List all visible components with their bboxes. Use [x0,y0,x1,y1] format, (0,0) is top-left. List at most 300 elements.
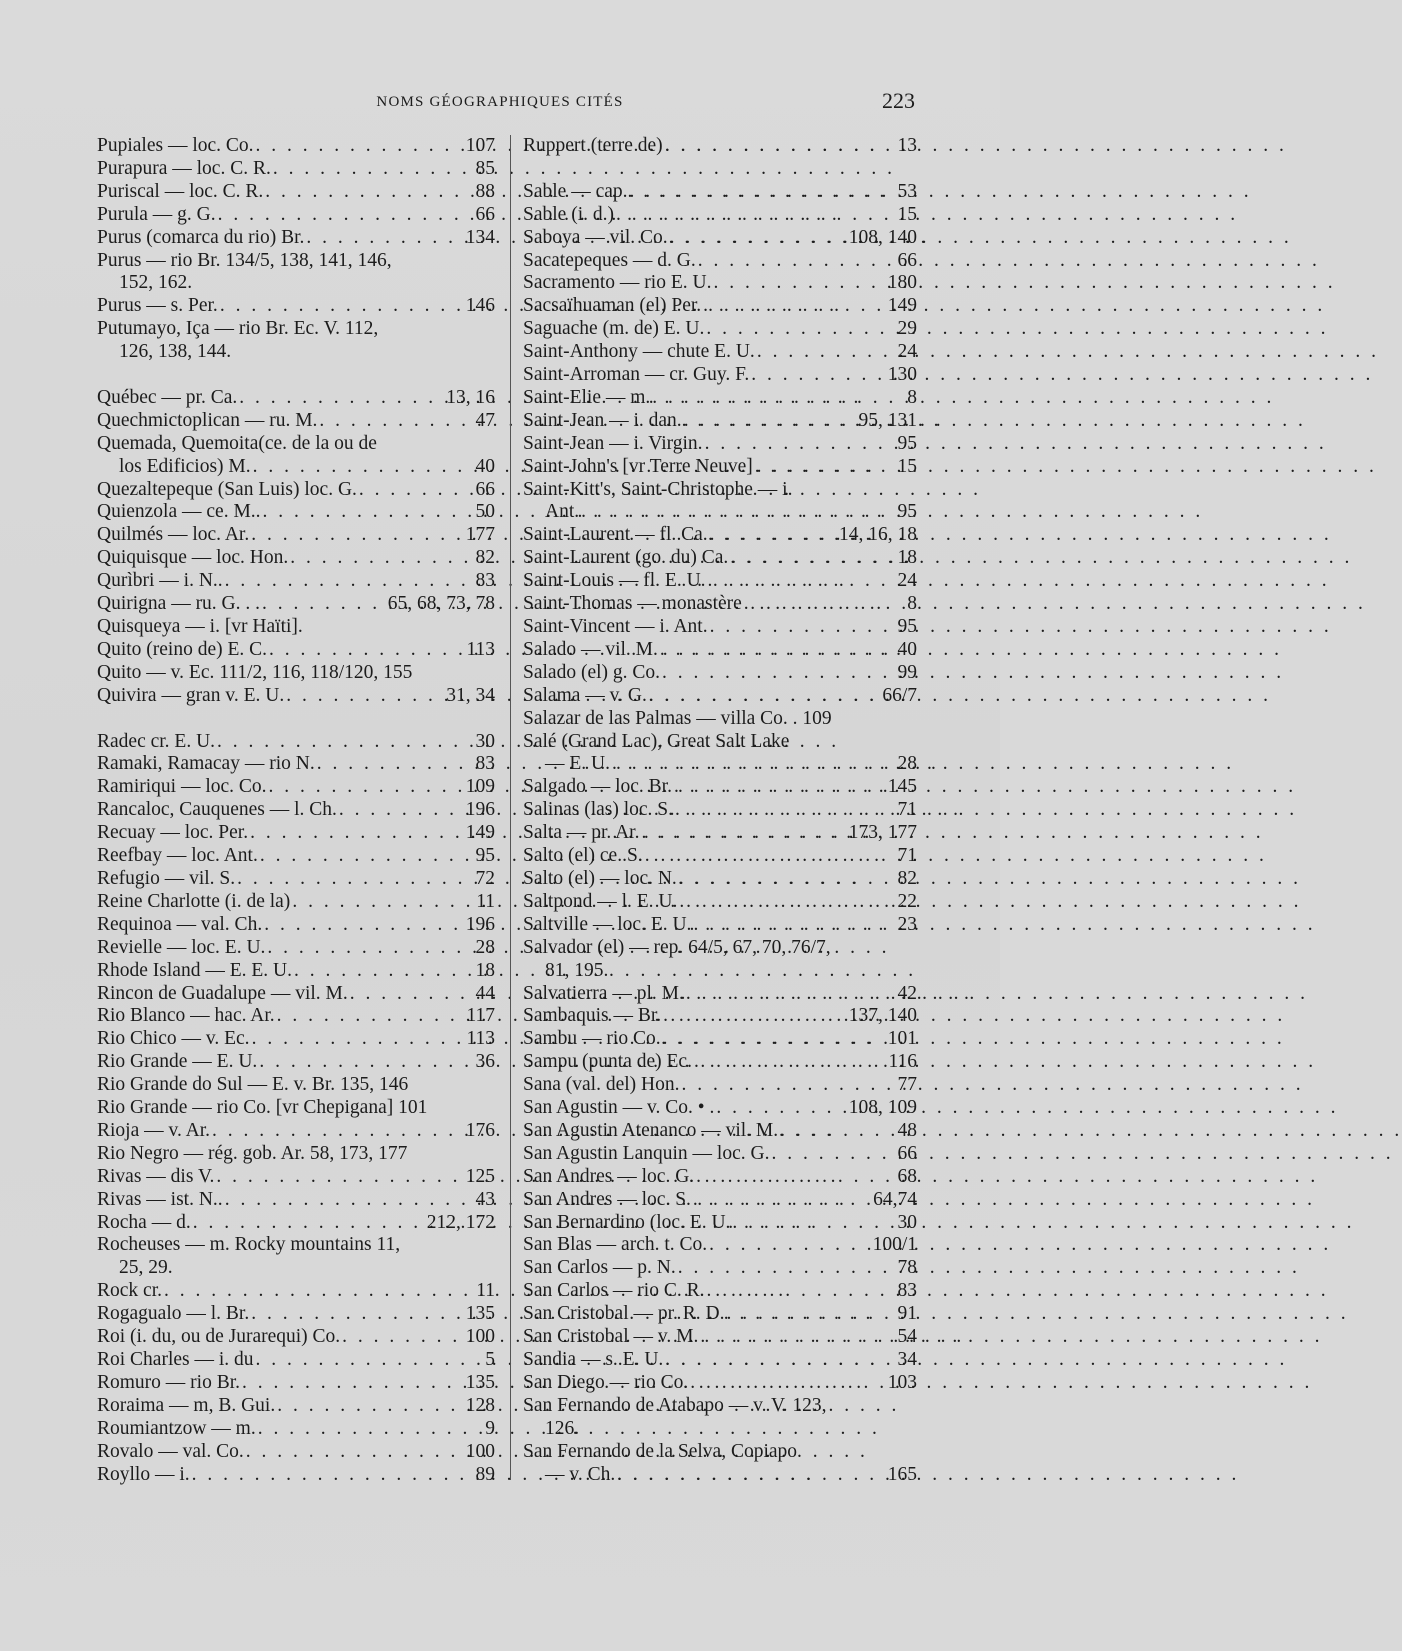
entry-term: Qurìbri — i. N.. [97,570,223,592]
dot-leader [742,593,907,616]
index-entry [523,891,917,914]
index-entry [97,570,495,593]
index-entry [97,1189,495,1212]
dot-leader [190,1464,476,1487]
entry-pages: 134 [465,226,495,248]
entry-term: Sambaquis — Br. [523,1005,662,1027]
dot-leader [288,547,475,570]
index-entry [97,845,495,868]
index-entry [523,776,917,799]
entry-term: — v. Ch. [545,1463,616,1485]
index-entry [523,1051,917,1074]
entry-pages: 5 [485,1349,495,1370]
entry-pages: 9 [485,1417,495,1439]
index-entry [523,708,917,731]
index-entry [97,135,495,158]
dot-leader [248,822,466,845]
entry-pages: 28 [475,936,495,958]
dot-leader [650,387,907,410]
index-entry [97,479,495,502]
entry-term: Sable — cap. [523,180,628,202]
index-entry [97,1143,495,1166]
dot-leader [223,570,476,593]
dot-leader [244,1441,466,1464]
entry-term: Salto (el) ce. S. [523,845,643,867]
entry-term: Roi Charles — i. du [97,1349,254,1370]
index-entry [97,1280,495,1303]
entry-term: Ramaki, Ramacay — rio N. [97,753,315,775]
dot-leader [257,1051,475,1074]
entry-pages: 30 [475,730,495,752]
entry-term: Rivas — ist. N.. [97,1188,223,1210]
dot-leader [210,1120,466,1143]
entry-pages: 101 [887,1028,917,1050]
entry-pages: 137, 140 [848,1005,917,1027]
index-entry [523,524,917,547]
entry-pages: 8 [907,593,917,615]
index-entry [97,1074,495,1097]
index-entry [523,501,917,524]
entry-pages: 83 [475,570,495,592]
entry-pages: 54 [897,1326,917,1348]
dot-leader [214,1166,465,1189]
entry-term: Saguache (m. de) E. U. [523,318,705,340]
entry-term: Rocheuses — m. Rocky mountains 11, [97,1234,401,1256]
entry-pages: 212, 172 [426,1211,495,1233]
dot-leader [263,181,475,204]
entry-term: Purapura — loc. C. R. [97,157,271,179]
index-entry [523,983,917,1006]
dot-leader [260,593,388,616]
entry-term: Salvador (el) — rep. 64/5, 67, 70, 76/7, [523,936,831,958]
entry-term: Rincon de Guadalupe — vil. M. [97,982,348,1004]
index-entry [523,410,917,433]
entry-term: Quezaltepeque (San Luis) loc. G. [97,478,357,500]
index-entry [97,822,495,845]
entry-term: Puriscal — loc. C. R. [97,180,264,202]
index-entry [523,593,917,616]
index-entry [523,204,917,227]
entry-term: Salta — pr. Ar. [523,822,640,844]
dot-leader [692,1051,889,1074]
entry-pages: 108, 140 [848,226,917,248]
entry-term: Saint-Jean — i. Virgin. [523,432,703,454]
entry-pages: 47 [475,409,495,431]
index-entry [97,1349,495,1372]
entry-term: Recuay — loc. Per. [97,822,249,844]
entry-pages: 48 [897,1119,917,1141]
index-entry [523,937,917,960]
index-entry [523,799,917,822]
entry-pages: 135 [465,1303,495,1325]
index-entry [97,731,495,754]
dot-leader [237,387,446,410]
entry-term: Roi (i. du, ou de Jurarequi) Co. [97,1326,341,1348]
index-entry [523,479,917,502]
entry-term: Saint-John's [vr Terre Neuve] [523,455,753,477]
index-entry [97,158,495,181]
index-entry [97,616,495,639]
entry-term: Purus (comarca du rio) Br. [97,226,305,248]
index-entry [97,960,495,983]
index-entry [97,593,495,616]
entry-pages: 91 [897,1303,917,1325]
entry-term: Pupiales — loc. Co. [97,135,254,156]
entry-term: Salto (el) — loc. N. [523,867,677,889]
entry-pages: 85 [475,157,495,179]
dot-leader [691,914,897,937]
entry-term: San Cristobal — pr. R. D. [523,1303,725,1325]
index-entry [523,1326,917,1349]
index-entry [97,1326,495,1349]
index-entry [523,1143,917,1166]
dot-leader [340,1326,466,1349]
entry-pages: 29 [897,318,917,340]
index-entry [97,1051,495,1074]
entry-term: Saltville — loc. E. U. [523,913,692,935]
entry-term: Sacsaïhuaman (el) Per. [523,295,702,317]
dot-leader [250,1028,467,1051]
dot-leader [753,456,898,479]
section-gap [97,708,495,731]
entry-pages: 113 [466,1028,495,1050]
entry-term: Requinoa — val. Ch. [97,913,263,935]
index-entry [523,685,917,708]
entry-term: Purus — s. Per. [97,295,218,317]
dot-leader [706,570,898,593]
entry-pages: 66/7 [882,684,917,706]
entry-term: Saint-Laurent — fl. Ca. [523,524,708,546]
entry-pages: 40 [475,455,495,477]
entry-continuation: 126. [545,1417,580,1439]
index-entry [523,272,917,295]
entry-pages: 72 [475,867,495,889]
entry-term: Sandia — s. E. U. [523,1349,664,1371]
entry-pages: 18 [475,959,495,981]
index-entry [97,1234,495,1257]
dot-leader [615,1464,888,1487]
entry-pages: 71 [897,845,917,867]
index-entry [523,1372,917,1395]
entry-pages: 40 [897,638,917,660]
entry-term: Refugio — vil. S. [97,867,236,889]
dot-leader [254,1349,486,1372]
entry-term: Saint-Elie — m. [523,386,651,408]
dot-leader [660,662,897,685]
entry-term: Putumayo, Iça — rio Br. Ec. V. 112, [97,318,379,340]
entry-term: Saint-Kitt's, Saint-Christophe — i. [523,478,793,500]
entry-pages: 50 [475,501,495,523]
entry-term: Sana (val. del) Hon. [523,1074,680,1096]
entry-term: Sable (i. d.) [523,203,614,225]
entry-pages: 149 [887,295,917,317]
dot-leader [290,891,476,914]
index-entry [97,433,495,456]
dot-leader [610,753,898,776]
index-entry [523,662,917,685]
index-entry [97,227,495,250]
index-entry [523,616,917,639]
index-entry [523,1028,917,1051]
entry-term: Ruppert (terre de) [523,135,663,156]
index-entry [97,387,495,410]
entry-pages: 22 [897,890,917,912]
index-entry [523,1074,917,1097]
entry-pages: 78 [897,1257,917,1279]
dot-leader [271,158,476,181]
index-entry [97,250,495,273]
index-entry [97,1120,495,1143]
dot-leader [639,822,848,845]
entry-term: Salado — vil. M. [523,638,658,660]
index-entry [523,570,917,593]
running-header: NOMS GÉOGRAPHIQUES CITÉS [376,94,624,110]
entry-pages: 8 [907,386,917,408]
dot-leader [275,1005,467,1028]
entry-term: Rogagualo — l. Br. [97,1303,250,1325]
index-entry [97,891,495,914]
dot-leader [701,295,888,318]
entry-pages: 36 [475,1051,495,1073]
index-column-left [97,135,495,1486]
entry-term: Rock cr. [97,1280,162,1302]
index-entry [97,1372,495,1395]
entry-pages: 113 [466,638,495,660]
dot-leader [725,1303,898,1326]
entry-pages: 100 [465,1326,495,1348]
index-entry [523,250,917,273]
entry-pages: 128 [465,1394,495,1416]
entry-term: San Carlos — rio C. R. [523,1280,705,1302]
index-entry [97,1464,495,1487]
dot-leader [677,868,898,891]
index-entry [97,1212,495,1235]
index-entry [523,1441,917,1464]
dot-leader [658,639,898,662]
index-entry [523,547,917,570]
entry-pages: 15 [897,455,917,477]
dot-leader [680,1074,898,1097]
index-entry [523,456,917,479]
entry-term: Sacatepeques — d. G. [523,249,696,271]
entry-pages: 66 [897,1142,917,1164]
entry-pages: 31, 34 [446,684,495,706]
dot-leader [317,410,475,433]
entry-term: Romuro — rio Br. [97,1371,241,1393]
dot-leader [682,410,859,433]
entry-term: Salado (el) g. Co. [523,661,661,683]
dot-leader [708,616,898,639]
dot-leader [337,799,466,822]
entry-pages: 68 [897,1165,917,1187]
entry-pages: 95 [475,845,495,867]
entry-pages: 95 [897,432,917,454]
entry-term: Quechmictoplican — ru. M. [97,409,318,431]
entry-term: Saboya — vil. Co. [523,226,668,248]
dot-leader [663,135,898,158]
dot-leader [261,501,476,524]
index-entry [523,433,917,456]
index-entry [97,547,495,570]
index-entry [97,639,495,662]
entry-term: Rovalo — val. Co. [97,1440,244,1462]
dot-leader [315,753,476,776]
entry-pages: 64,74 [873,1188,917,1210]
index-entry [97,1166,495,1189]
entry-term: Radec cr. E. U. [97,730,216,752]
entry-term: Quivira — gran v. E. U. [97,684,285,706]
dot-leader [769,1143,897,1166]
entry-term: San Diego — rio Co. [523,1371,689,1393]
entry-term: Purus — rio Br. 134/5, 138, 141, 146, [97,249,392,271]
dot-leader [711,272,887,295]
dot-leader [661,1028,888,1051]
index-entry [97,937,495,960]
index-entry [523,1120,917,1143]
index-entry [523,731,917,754]
index-entry [523,1097,917,1120]
index-entry [523,1395,917,1418]
entry-term: Saint-Thomas — monastère [523,593,742,615]
entry-pages: 100/1 [872,1234,917,1256]
entry-term: — E. U. [545,753,610,775]
entry-term: Reine Charlotte (i. de la) [97,890,291,912]
entry-pages: 71 [897,799,917,821]
index-entry [97,295,495,318]
entry-pages: 66 [475,203,495,225]
entry-pages: 117 [466,1005,495,1027]
entry-term: Sacramento — rio E. U. [523,272,712,294]
dot-leader [254,135,466,158]
entry-term: Rio Grande — rio Co. [vr Chepigana] 101 [97,1097,428,1119]
entry-pages: 24 [897,570,917,592]
entry-term: Quilmés — loc. Ar. [97,524,250,546]
dot-leader [191,1212,427,1235]
index-entry [97,410,495,433]
entry-term: Ramiriqui — loc. Co. [97,776,267,798]
dot-leader [673,799,897,822]
entry-pages: 43 [475,1188,495,1210]
index-entry [97,1028,495,1051]
dot-leader [677,891,897,914]
entry-term: Purula — g. G. [97,203,216,225]
index-entry [523,364,917,387]
entry-term: San Bernardino (loc. E. U. [523,1211,731,1233]
index-entry [97,685,495,708]
entry-term: Quito — v. Ec. 111/2, 116, 118/120, 155 [97,661,413,683]
entry-pages: 15 [897,203,917,225]
dot-leader [676,1257,898,1280]
entry-pages: 107 [465,135,495,156]
dot-leader [262,914,466,937]
index-entry [523,387,917,410]
index-entry [523,822,917,845]
entry-term: Quirigna — ru. G. . . [97,593,261,615]
entry-continuation: 126, 138, 144. [119,341,232,363]
index-column-right [523,135,917,1486]
section-gap [523,158,917,181]
entry-term: Rio Chico — v. Ec. [97,1028,250,1050]
entry-pages: 82 [897,867,917,889]
entry-term: Salazar de las Palmas — villa Co. . 109 [523,707,832,729]
entry-term: Roraima — m, B. Gui. [97,1394,276,1416]
entry-term: Saint-Anthony — chute E. U. [523,341,755,363]
dot-leader [730,1212,897,1235]
index-entry [97,983,495,1006]
index-entry [97,501,495,524]
entry-pages: 13 [897,135,917,156]
index-entry [97,1005,495,1028]
entry-pages: 95 [897,616,917,638]
entry-pages: 30 [897,1211,917,1233]
dot-leader [348,983,476,1006]
index-entry [523,341,917,364]
index-entry [97,914,495,937]
entry-pages: 95 [897,501,917,523]
page-number: 223 [882,88,915,113]
entry-term: Quemada, Quemoita(ce. de la ou de [97,432,377,454]
index-entry [523,227,917,250]
entry-pages: 109 [465,776,495,798]
entry-pages: 180 [887,272,917,294]
dot-leader [708,524,839,547]
entry-pages: 11 [476,1280,495,1302]
entry-term: Salgado — loc. Br. [523,776,672,798]
dot-leader [258,845,476,868]
entry-term: Rio Grande do Sul — E. v. Br. 135, 146 [97,1074,409,1096]
entry-pages: 89 [475,1463,495,1485]
dot-leader [284,685,446,708]
dot-leader [684,983,898,1006]
dot-leader [704,1280,897,1303]
entry-pages: 100 [465,1440,495,1462]
dot-leader [256,1418,486,1441]
dot-leader [223,1189,476,1212]
entry-term: Salinas (las) loc. S. [523,799,674,821]
entry-term: San Andres — loc. S. [523,1188,691,1210]
entry-pages: 99 [897,661,917,683]
entry-term: Saint-Vincent — i. Ant. [523,616,708,638]
entry-pages: 108, 109 [848,1097,917,1119]
entry-continuation: 25, 29. [119,1257,173,1279]
dot-leader [694,1166,897,1189]
entry-pages: 65, 68, 73, 78 [387,593,495,615]
entry-pages: 53 [897,180,917,202]
entry-term: Sampu (punta de) Ec. [523,1051,692,1073]
entry-pages: 196 [465,799,495,821]
entry-pages: 18 [897,547,917,569]
entry-pages: 130 [887,364,917,386]
entry-pages: 125 [465,1165,495,1187]
dot-leader [703,433,898,456]
entry-term: Ant. [545,501,580,523]
index-entry [97,799,495,822]
entry-term: San Carlos — p. N. [523,1257,676,1279]
entry-term: Saint-Laurent (go. du) Ca. [523,547,729,569]
entry-pages: 44 [475,982,495,1004]
dot-leader [249,524,466,547]
entry-pages: 196 [465,913,495,935]
dot-leader [688,1372,888,1395]
entry-pages: 116 [888,1051,917,1073]
entry-term: Rhode Island — E. E. U. [97,959,292,981]
entry-pages: 82 [475,547,495,569]
index-entry [97,456,495,479]
entry-pages: 83 [475,753,495,775]
entry-term: Sambu — rio Co. [523,1028,661,1050]
entry-term: San Andres — loc. G. [523,1165,695,1187]
dot-leader [251,456,476,479]
